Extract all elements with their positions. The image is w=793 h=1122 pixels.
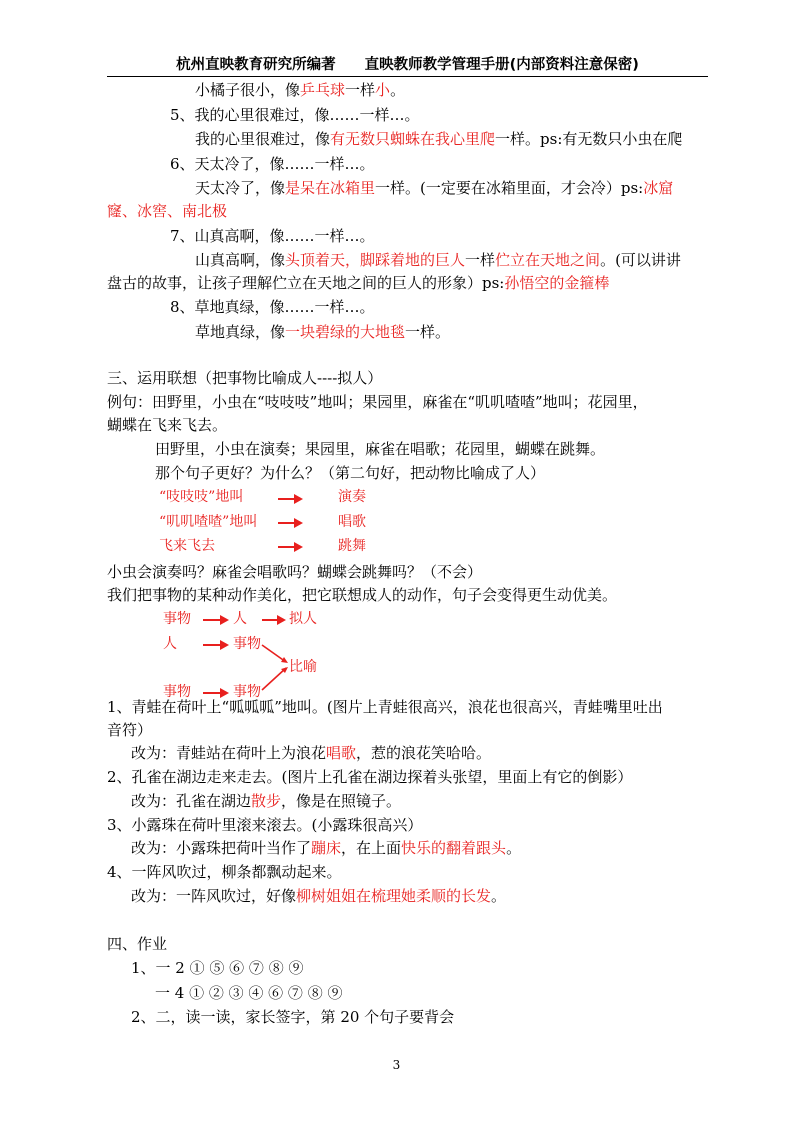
- homework-2: 2、二，读一读，家长签字，第 20 个句子要背会: [131, 1008, 455, 1026]
- homework-1-cont: 一 4 ① ② ③ ④ ⑥ ⑦ ⑧ ⑨: [155, 984, 343, 1002]
- item-6: 6、天太冷了，像……一样…。: [170, 155, 375, 173]
- mapping-2-from: “叽叽喳喳”地叫: [159, 514, 258, 530]
- page-number: 3: [392, 1058, 401, 1072]
- section-3-heading: 三、运用联想（把事物比喻成人----拟人）: [107, 369, 383, 387]
- exercise-1-answer: 改为：青蛙站在荷叶上为浪花唱歌，惹的浪花笑哈哈。: [131, 744, 492, 762]
- answer-6-cont: 窿、冰窖、南北极: [107, 202, 228, 220]
- diagram-personification: 拟人: [289, 611, 317, 627]
- question-line: 小虫会演奏吗？麻雀会唱歌吗？蝴蝶会跳舞吗？（不会）: [107, 563, 483, 581]
- example-line-1: 例句：田野里，小虫在“吱吱吱”地叫；果园里，麻雀在“叽叽喳喳”地叫；花园里，: [107, 393, 648, 411]
- diagram-metaphor: 比喻: [289, 659, 317, 675]
- exercise-4-answer: 改为：一阵风吹过，好像柳树姐姐在梳理她柔顺的长发。: [131, 887, 507, 905]
- homework-1: 1、一 2 ① ⑤ ⑥ ⑦ ⑧ ⑨: [131, 959, 304, 977]
- exercise-3: 3、小露珠在荷叶里滚来滚去。(小露珠很高兴）: [107, 816, 423, 834]
- example-line-2: 蝴蝶在飞来飞去。: [107, 416, 228, 434]
- summary-line: 我们把事物的某种动作美化，把它联想成人的动作，句子会变得更生动优美。: [107, 586, 618, 604]
- answer-7: 山真高啊，像头顶着天，脚踩着地的巨人一样伫立在天地之间。(可以讲讲: [195, 251, 681, 269]
- mapping-1-to: 演奏: [338, 489, 366, 505]
- page-header: 杭州直映教育研究所编著 直映教师教学管理手册(内部资料注意保密): [176, 57, 639, 73]
- answer-5: 我的心里很难过，像有无数只蜘蛛在我心里爬一样。ps:有无数只小虫在爬: [195, 130, 683, 148]
- mapping-3-to: 跳舞: [338, 538, 366, 554]
- answer-8: 草地真绿，像一块碧绿的大地毯一样。: [195, 323, 451, 341]
- item-8: 8、草地真绿，像……一样…。: [170, 298, 375, 316]
- mapping-1-from: “吱吱吱”地叫: [159, 489, 244, 505]
- answer-6: 天太冷了，像是呆在冰箱里一样。(一定要在冰箱里面，才会冷）ps:冰窟: [195, 179, 674, 197]
- diagram-thing-1: 事物: [163, 611, 191, 627]
- answer-7-cont: 盘古的故事，让孩子理解伫立在天地之间的巨人的形象）ps:孙悟空的金箍棒: [107, 274, 610, 292]
- diagram-thing-3: 事物: [163, 684, 191, 700]
- diagram-person-2: 人: [163, 636, 177, 652]
- exercise-3-answer: 改为：小露珠把荷叶当作了蹦床，在上面快乐的翻着跟头。: [131, 839, 522, 857]
- exercise-1: 1、青蛙在荷叶上“呱呱呱”地叫。(图片上青蛙很高兴，浪花也很高兴，青蛙嘴里吐出: [107, 698, 663, 716]
- item-7: 7、山真高啊，像……一样…。: [170, 227, 375, 245]
- exercise-2-answer: 改为：孔雀在湖边散步，像是在照镜子。: [131, 792, 402, 810]
- diagram-thing-4: 事物: [233, 684, 261, 700]
- example-line-3: 田野里，小虫在演奏；果园里，麻雀在唱歌；花园里，蝴蝶在跳舞。: [155, 440, 606, 458]
- exercise-2: 2、孔雀在湖边走来走去。(图片上孔雀在湖边探着头张望，里面上有它的倒影）: [107, 768, 633, 786]
- section-4-heading: 四、作业: [107, 935, 168, 953]
- item-5: 5、我的心里很难过，像……一样…。: [170, 106, 420, 124]
- mapping-2-to: 唱歌: [338, 514, 366, 530]
- example-question: 那个句子更好？为什么？（第二句好，把动物比喻成了人）: [155, 464, 546, 482]
- diagram-thing-2: 事物: [233, 636, 261, 652]
- exercise-4: 4、一阵风吹过，柳条都飘动起来。: [107, 863, 342, 881]
- sentence-orange: 小橘子很小，像乒乓球一样小。: [195, 81, 406, 99]
- diagram-person-1: 人: [233, 611, 247, 627]
- mapping-3-from: 飞来飞去: [159, 538, 215, 554]
- exercise-1-cont: 音符）: [107, 721, 153, 739]
